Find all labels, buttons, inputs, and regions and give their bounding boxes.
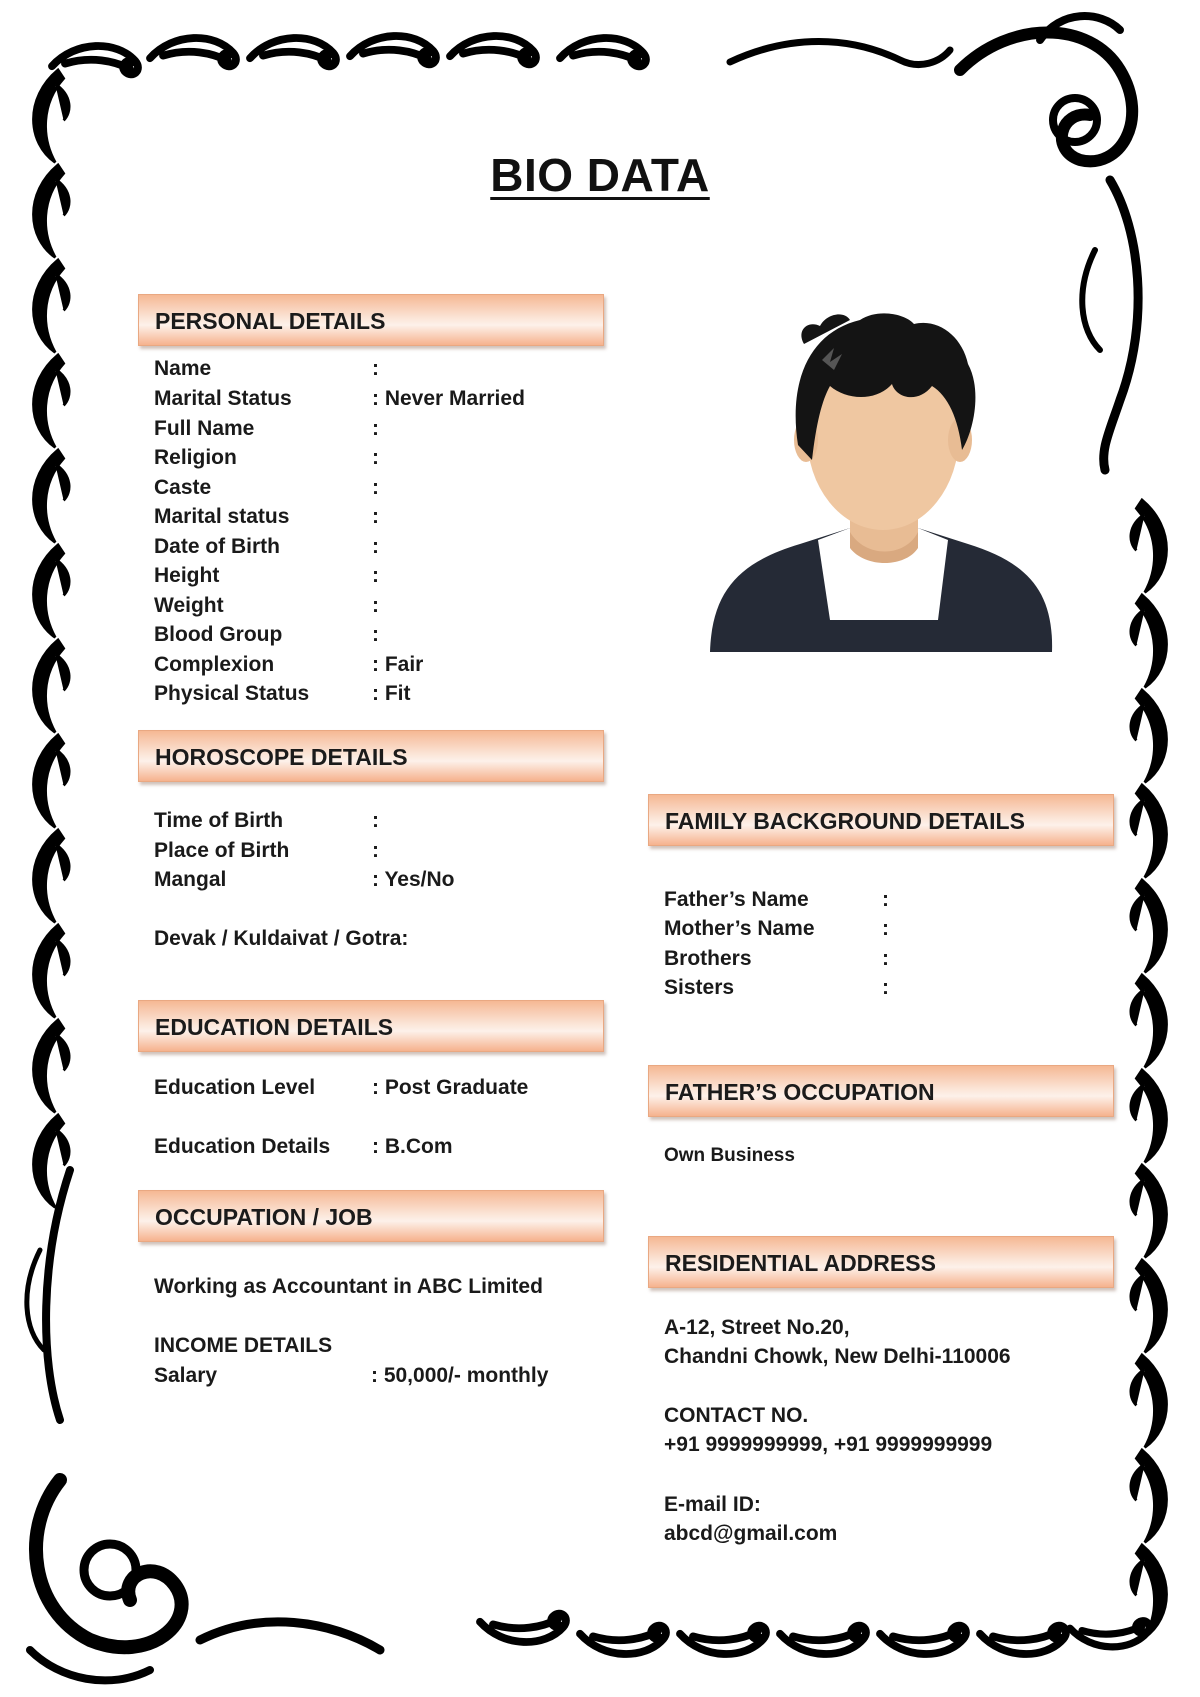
field-value: : xyxy=(372,357,379,380)
fathers-occupation-text: Own Business xyxy=(664,1145,795,1166)
field-label: Marital status xyxy=(154,505,290,528)
frame-right-leaves xyxy=(1131,500,1167,1637)
field-value: : Fair xyxy=(372,653,424,676)
field-value: : xyxy=(882,888,889,911)
field-value: : Never Married xyxy=(372,387,525,410)
field-value: : xyxy=(882,947,889,970)
field-value: : xyxy=(372,839,379,862)
field-label: Full Name xyxy=(154,417,255,440)
frame-top-swirls xyxy=(52,36,950,74)
field-label: Date of Birth xyxy=(154,535,280,558)
field-value: : 50,000/- monthly xyxy=(371,1364,549,1387)
address-line-1: A-12, Street No.20, xyxy=(664,1316,850,1339)
field-label: Time of Birth xyxy=(154,809,284,832)
field-value: : xyxy=(372,535,379,558)
field-value: : xyxy=(372,809,379,832)
field-label: Father’s Name xyxy=(664,888,809,911)
field-value: : xyxy=(372,564,379,587)
field-label: Mother’s Name xyxy=(664,917,815,940)
contact-title: CONTACT NO. xyxy=(664,1404,809,1427)
field-value: : xyxy=(372,594,379,617)
field-label: Place of Birth xyxy=(154,839,290,862)
section-header-fathers-occupation: FATHER’S OCCUPATION xyxy=(648,1065,1114,1117)
field-value: : xyxy=(882,917,889,940)
field-value: : Fit xyxy=(372,682,411,705)
field-label: Brothers xyxy=(664,947,752,970)
section-header-horoscope-details: HOROSCOPE DETAILS xyxy=(138,730,604,782)
field-value: : xyxy=(372,446,379,469)
frame-left-leaves xyxy=(27,70,70,1420)
field-label: Caste xyxy=(154,476,212,499)
field-label: Education Level xyxy=(154,1076,316,1099)
page-title-block xyxy=(0,148,1200,202)
email-value: abcd@gmail.com xyxy=(664,1522,838,1545)
field-label: Blood Group xyxy=(154,623,283,646)
field-value: : xyxy=(372,476,379,499)
page-title: BIO DATA xyxy=(490,149,710,201)
field-value: : B.Com xyxy=(372,1135,453,1158)
field-value: : xyxy=(372,417,379,440)
frame-bottom-swirls xyxy=(480,1614,1149,1654)
field-label: Complexion xyxy=(154,653,275,676)
contact-value: +91 9999999999, +91 9999999999 xyxy=(664,1433,993,1456)
section-header-education-details: EDUCATION DETAILS xyxy=(138,1000,604,1052)
field-label: Salary xyxy=(154,1364,218,1387)
occupation-text: Working as Accountant in ABC Limited xyxy=(154,1275,543,1298)
section-header-personal-details: PERSONAL DETAILS xyxy=(138,294,604,346)
field-label: Religion xyxy=(154,446,237,469)
field-label: Name xyxy=(154,357,212,380)
income-details-title: INCOME DETAILS xyxy=(154,1334,333,1357)
field-value: : Yes/No xyxy=(372,868,455,891)
field-label: Mangal xyxy=(154,868,227,891)
field-label: Height xyxy=(154,564,220,587)
profile-avatar-icon xyxy=(700,300,1060,660)
section-header-family-background: FAMILY BACKGROUND DETAILS xyxy=(648,794,1114,846)
email-title: E-mail ID: xyxy=(664,1493,761,1516)
address-line-2: Chandni Chowk, New Delhi-110006 xyxy=(664,1345,1011,1368)
frame-corner-bottom-left xyxy=(30,1480,380,1680)
field-value: : xyxy=(372,623,379,646)
gotra-label: Devak / Kuldaivat / Gotra: xyxy=(154,927,409,950)
section-header-occupation: OCCUPATION / JOB xyxy=(138,1190,604,1242)
field-label: Education Details xyxy=(154,1135,331,1158)
field-value: : xyxy=(372,505,379,528)
field-label: Physical Status xyxy=(154,682,310,705)
section-header-residential-address: RESIDENTIAL ADDRESS xyxy=(648,1236,1114,1288)
field-label: Weight xyxy=(154,594,224,617)
field-label: Sisters xyxy=(664,976,735,999)
field-label: Marital Status xyxy=(154,387,292,410)
field-value: : Post Graduate xyxy=(372,1076,529,1099)
field-value: : xyxy=(882,976,889,999)
